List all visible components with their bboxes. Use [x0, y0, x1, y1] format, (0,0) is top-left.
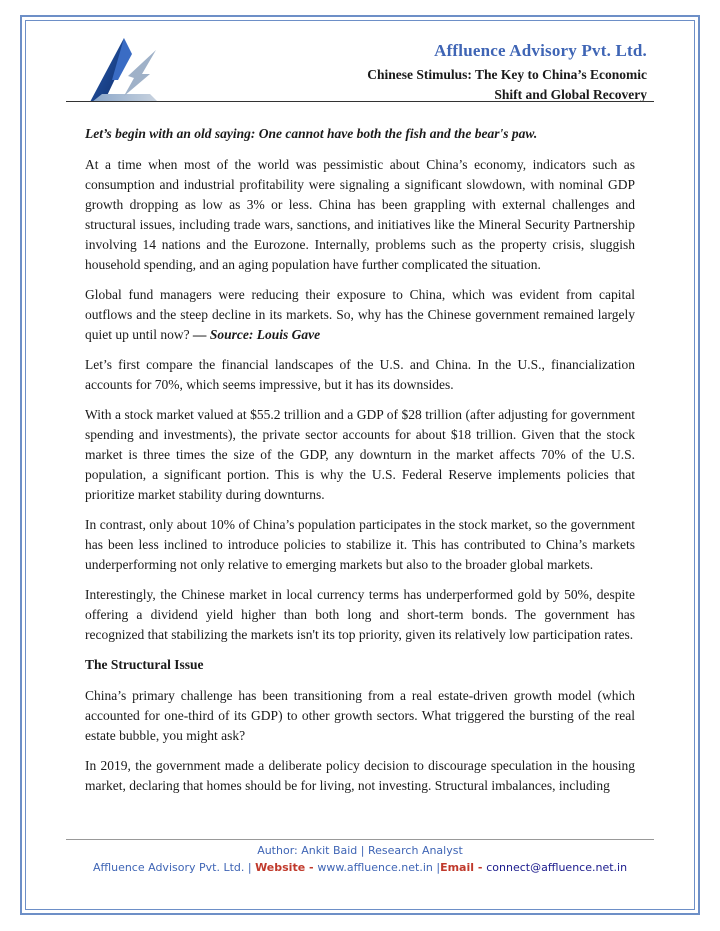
source-citation: — Source: Louis Gave [193, 327, 321, 342]
footer-separator: | [244, 861, 256, 874]
paragraph-7: China’s primary challenge has been transitioning from a real estate-driven growth model (which accounted for one-third of its GDP) to other growth sectors. What triggered the bursting of the real estate bubble, you might ask? [85, 688, 635, 743]
article-body [85, 124, 635, 806]
header-divider [66, 101, 654, 102]
paragraph-4: With a stock market valued at $55.2 trillion and a GDP of $28 trillion (after adjusting for government spending and investments), the private sector accounts for about $18 trillion. Given that the stock market is three times the size of the GDP, any downturn in the market affects 70% of the U.S. population, a significant portion. This is why the U.S. Federal Reserve implements policies that prioritize market stability during downturns. [85, 407, 635, 502]
section-heading: The Structural Issue [85, 657, 204, 672]
footer-company: Affluence Advisory Pvt. Ltd. [92, 861, 245, 874]
triangle-a-logo-icon [84, 36, 164, 106]
website-link[interactable]: www.affluence.net.in [317, 861, 433, 874]
document-title-line-2: Shift and Global Recovery [494, 87, 647, 102]
email-link[interactable]: connect@affluence.net.in [486, 861, 628, 874]
footer [66, 842, 654, 876]
lead-quote: Let’s begin with an old saying: One cannot have both the fish and the bear's paw. [85, 126, 538, 141]
footer-author: Author: Ankit Baid | Research Analyst [257, 844, 463, 857]
paragraph-5: In contrast, only about 10% of China’s population participates in the stock market, so the government has been less inclined to introduce policies to stabilize it. This has contributed to China’s markets underperforming not only relative to emerging markets but also to the broader global markets. [85, 517, 635, 572]
paragraph-8: In 2019, the government made a deliberate policy decision to discourage speculation in the housing market, declaring that homes should be for living, not investing. Structural imbalances, including [85, 758, 635, 793]
footer-divider [66, 839, 654, 840]
website-label: Website - [255, 861, 318, 874]
document-title [327, 65, 647, 105]
company-name: Affluence Advisory Pvt. Ltd. [434, 41, 647, 60]
document-title-line-1: Chinese Stimulus: The Key to China’s Economic [367, 67, 647, 82]
paragraph-2-text: Global fund managers were reducing their exposure to China, which was evident from capital outflows and the steep decline in its markets. So, why has the Chinese government remained largely quiet up until now? [85, 287, 635, 342]
email-label: Email - [440, 861, 487, 874]
paragraph-6: Interestingly, the Chinese market in local currency terms has underperformed gold by 50%, despite offering a dividend yield higher than both long and short-term bonds. The government has recognized that stabilizing the markets isn't its top priority, given its relatively low participation rates. [85, 587, 635, 642]
paragraph-2 [85, 285, 635, 345]
footer-separator-2: | [432, 861, 441, 874]
paragraph-3: Let’s first compare the financial landscapes of the U.S. and China. In the U.S., financialization accounts for 70%, which seems impressive, but it has its downsides. [85, 357, 635, 392]
footer-contact-line [66, 859, 654, 876]
paragraph-1: At a time when most of the world was pessimistic about China’s economy, indicators such as consumption and industrial profitability were signaling a significant slowdown, with nominal GDP growth dropping as low as 3% or less. China has been grappling with external challenges and structural issues, including trade wars, sanctions, and initiatives like the Mineral Security Partnership involving 14 nations and the Eurozone. Internally, problems such as the property crisis, sluggish household spending, and an aging population have further complicated the situation. [85, 157, 635, 272]
